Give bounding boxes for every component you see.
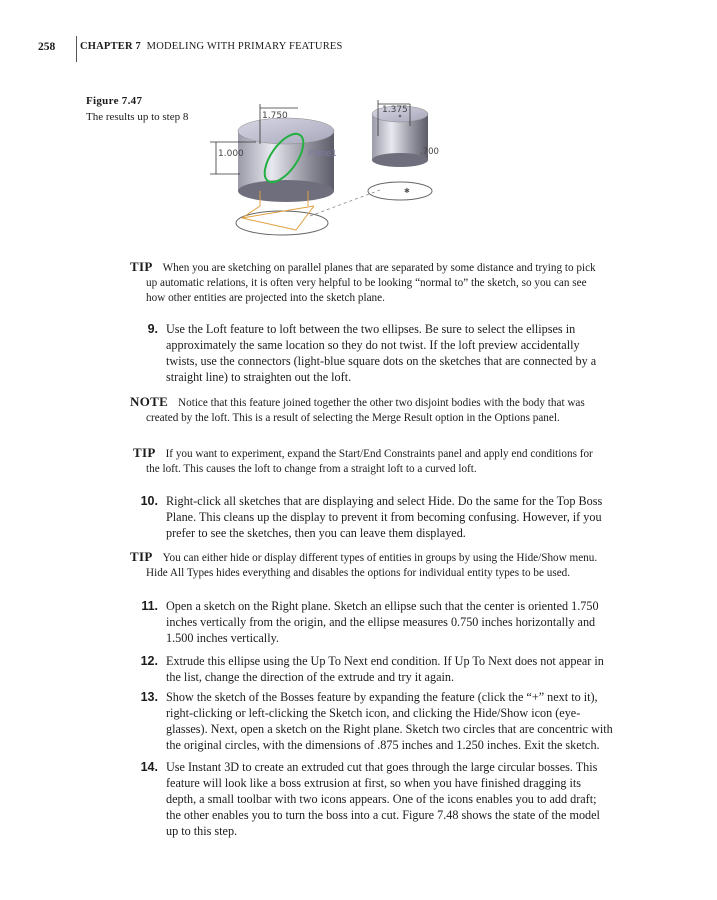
- tip-keyword: TIP: [130, 259, 153, 274]
- step-line: Show the sketch of the Bosses feature by expanding the feature (click the “+” next to it),: [166, 690, 598, 704]
- step-line: Plane. This cleans up the display to prevent it from becoming confusing. However, if you: [166, 510, 602, 524]
- step-line: depth, a small toolbar with two icons appears. One of the icons enables you to add draft;: [166, 792, 597, 806]
- note-line: Notice that this feature joined together the other two disjoint bodies with the body that was: [178, 397, 585, 409]
- step-10: [130, 493, 690, 541]
- step-line: the original circles, with the dimensions of .875 inches and 1.250 inches. Exit the sketch.: [166, 738, 600, 752]
- tip-line: If you want to experiment, expand the Start/End Constraints panel and apply end conditions for: [165, 448, 593, 460]
- note-keyword: NOTE: [130, 394, 169, 409]
- running-header: [80, 41, 343, 52]
- tip-block: [130, 549, 700, 581]
- step-line: inches vertically from the origin, and the ellipse measures 0.750 inches horizontally and: [166, 615, 596, 629]
- tip-block: [133, 445, 693, 477]
- step-text: [166, 653, 604, 685]
- step-number: 12.: [140, 654, 158, 668]
- dim-small-width: 1.375: [382, 105, 408, 115]
- tip-line: how other entities are projected into the sketch plane.: [146, 292, 385, 305]
- tip-line: the loft. This causes the loft to change from a straight loft to a curved loft.: [146, 463, 477, 476]
- step-number: 9.: [147, 322, 158, 336]
- step-line: straight line) to straighten out the loft.: [166, 370, 352, 384]
- step-line: right-clicking or left-clicking the Sketch icon, and clicking the Hide/Show icon (eye-: [166, 706, 581, 720]
- step-number: 13.: [140, 690, 158, 704]
- step-line: Use Instant 3D to create an extruded cut that goes through the large circular bosses. This: [166, 760, 598, 774]
- step-text: [166, 321, 596, 385]
- dim-large-width: 1.750: [262, 111, 288, 121]
- dim-small-height: .700: [420, 147, 439, 157]
- step-line: approximately the same location so they do not twist. If the loft preview accidentally: [166, 338, 580, 352]
- plane-label: Plane1: [308, 149, 337, 159]
- step-9: [130, 321, 690, 385]
- step-line: the other enables you to turn the boss into a cut. Figure 7.48 shows the state of the model: [166, 808, 600, 822]
- figure-label: Figure 7.47: [86, 95, 143, 107]
- tip-keyword: TIP: [133, 445, 156, 460]
- step-line: Open a sketch on the Right plane. Sketch an ellipse such that the center is oriented 1.750: [166, 599, 599, 613]
- step-line: the list, change the direction of the extrude and try it again.: [166, 670, 455, 684]
- step-line: glasses). Next, open a sketch on the Right plane. Sketch two circles that are concentric with: [166, 722, 613, 736]
- step-line: Right-click all sketches that are displaying and select Hide. Do the same for the Top Boss: [166, 494, 603, 508]
- step-text: [166, 759, 600, 839]
- step-line: feature will look like a boss extrusion at first, so when you have finished dragging its: [166, 776, 581, 790]
- note-line: created by the loft. This is a result of selecting the Merge Result option in the Options panel.: [146, 412, 560, 425]
- small-cylinder: [372, 106, 428, 167]
- step-14: [130, 759, 690, 839]
- step-text: [166, 689, 613, 753]
- page-number: 258: [38, 41, 56, 53]
- chapter-title: MODELING WITH PRIMARY FEATURES: [146, 41, 343, 52]
- step-number: 10.: [140, 494, 158, 508]
- step-11: [130, 598, 690, 646]
- note-block: [130, 394, 690, 426]
- tip-keyword: TIP: [130, 549, 153, 564]
- large-sketch-ellipse: [236, 211, 328, 235]
- tip-line: When you are sketching on parallel planes that are separated by some distance and trying to pick: [162, 262, 596, 274]
- step-line: Use the Loft feature to loft between the two ellipses. Be sure to select the ellipses in: [166, 322, 576, 336]
- svg-text:✱: ✱: [404, 187, 410, 195]
- tip-line: up automatic relations, it is often very helpful to be looking “normal to” the sketch, so you can see: [146, 277, 587, 290]
- large-cylinder: [238, 118, 334, 202]
- tip-line: Hide All Types hides everything and disables the options for individual entity types to be used.: [146, 567, 571, 580]
- tip-line: You can either hide or display different types of entities in groups by using the Hide/Show menu.: [162, 552, 598, 564]
- header-divider: [76, 36, 77, 62]
- step-line: Extrude this ellipse using the Up To Next end condition. If Up To Next does not appear in: [166, 654, 604, 668]
- step-line: 1.500 inches vertically.: [166, 631, 279, 645]
- step-line: up to this step.: [166, 824, 238, 838]
- cad-figure: [210, 96, 450, 246]
- step-number: 14.: [140, 760, 158, 774]
- step-line: prefer to see the sketches, then you can leave them displayed.: [166, 526, 466, 540]
- dim-large-height: 1.000: [218, 149, 244, 159]
- step-text: [166, 493, 602, 541]
- figure-caption: The results up to step 8: [86, 111, 189, 123]
- step-12: [130, 653, 690, 685]
- step-text: [166, 598, 599, 646]
- chapter-label: CHAPTER 7: [80, 41, 142, 52]
- step-number: 11.: [141, 599, 158, 613]
- step-line: twists, use the connectors (light-blue square dots on the sketches that are connected by a: [166, 354, 597, 368]
- step-13: [130, 689, 690, 753]
- tip-block: [130, 259, 690, 307]
